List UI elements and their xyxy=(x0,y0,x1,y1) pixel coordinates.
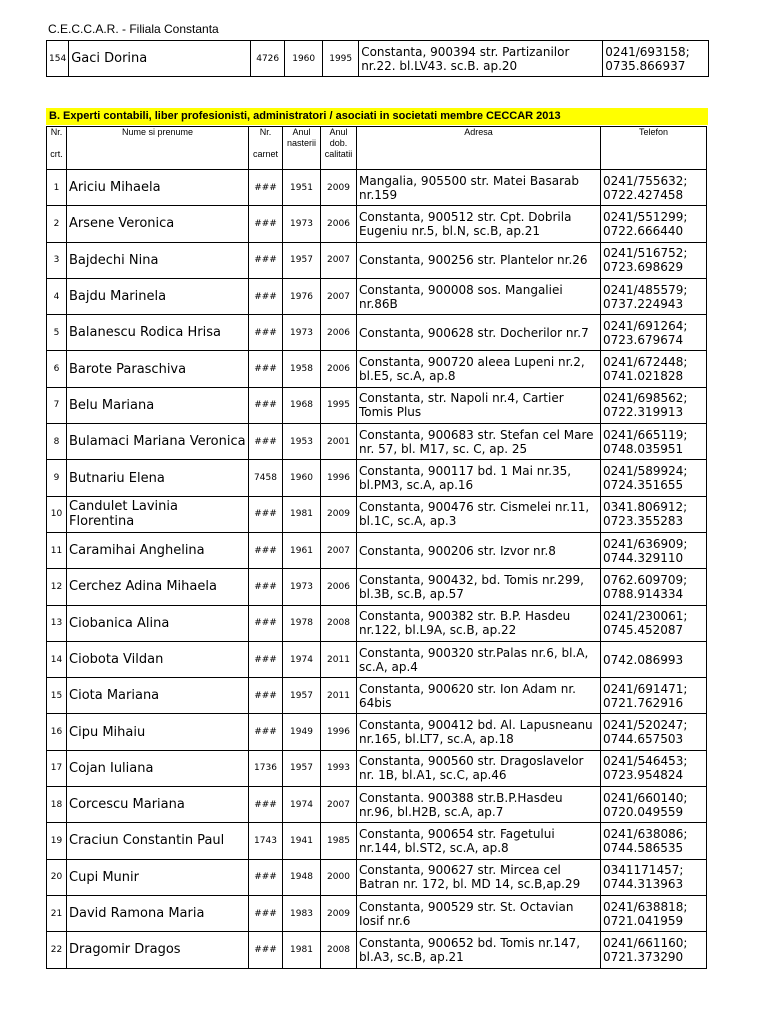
phone: 0241/589924; 0724.351655 xyxy=(601,460,707,496)
qualification-year: 1996 xyxy=(321,714,357,750)
birth-year: 1974 xyxy=(283,641,321,677)
phone: 0241/230061; 0745.452087 xyxy=(601,605,707,641)
member-name: Bajdu Marinela xyxy=(67,278,249,314)
address: Constanta, 900256 str. Plantelor nr.26 xyxy=(357,242,601,278)
member-name: Ciobota Vildan xyxy=(67,641,249,677)
birth-year: 1948 xyxy=(283,859,321,895)
row-number: 13 xyxy=(47,605,67,641)
address: Constanta, 900720 aleea Lupeni nr.2, bl.E5, sc.A, ap.8 xyxy=(357,351,601,387)
phone: 0241/636909; 0744.329110 xyxy=(601,532,707,568)
phone: 0762.609709; 0788.914334 xyxy=(601,569,707,605)
address: Constanta, 900560 str. Dragoslavelor nr. 1B, bl.A1, sc.C, ap.46 xyxy=(357,750,601,786)
address: Constanta, 900008 sos. Mangaliei nr.86B xyxy=(357,278,601,314)
phone: 0241/520247; 0744.657503 xyxy=(601,714,707,750)
table-row xyxy=(47,206,707,242)
member-name: David Ramona Maria xyxy=(67,895,249,931)
table-row xyxy=(47,932,707,968)
birth-year: 1978 xyxy=(283,605,321,641)
table-row xyxy=(47,424,707,460)
table-row xyxy=(47,605,707,641)
row-number: 3 xyxy=(47,242,67,278)
phone: 0241/551299; 0722.666440 xyxy=(601,206,707,242)
member-name: Candulet Lavinia Florentina xyxy=(67,496,249,532)
member-name: Ariciu Mihaela xyxy=(67,170,249,206)
carnet-number: ### xyxy=(249,605,283,641)
table-row xyxy=(47,278,707,314)
member-name: Cipu Mihaiu xyxy=(67,714,249,750)
phone: 0241/691471; 0721.762916 xyxy=(601,678,707,714)
qualification-year: 2009 xyxy=(321,170,357,206)
qualification-year: 1996 xyxy=(321,460,357,496)
birth-year: 1958 xyxy=(283,351,321,387)
table-row xyxy=(47,641,707,677)
qualification-year: 2007 xyxy=(321,278,357,314)
table-row xyxy=(47,41,709,77)
col-header-birth-year xyxy=(283,127,321,170)
phone: 0241/661160; 0721.373290 xyxy=(601,932,707,968)
carnet-number: ### xyxy=(249,569,283,605)
birth-year: 1951 xyxy=(283,170,321,206)
row-number: 14 xyxy=(47,641,67,677)
carnet-number: ### xyxy=(249,387,283,423)
birth-year: 1961 xyxy=(283,532,321,568)
phone: 0241/546453; 0723.954824 xyxy=(601,750,707,786)
qualification-year: 1993 xyxy=(321,750,357,786)
qualification-year: 2006 xyxy=(321,206,357,242)
phone: 0341171457; 0744.313963 xyxy=(601,859,707,895)
table-header-row xyxy=(47,127,707,170)
member-name: Caramihai Anghelina xyxy=(67,532,249,568)
birth-year: 1957 xyxy=(283,678,321,714)
carnet-number: ### xyxy=(249,932,283,968)
col-header-carnet-label: carnet xyxy=(252,149,278,159)
address: Constanta. 900388 str.B.P.Hasdeu nr.96, bl.H2B, sc.A, ap.7 xyxy=(357,787,601,823)
table-row xyxy=(47,315,707,351)
address: Constanta, 900529 str. St. Octavian Iosif nr.6 xyxy=(357,895,601,931)
members-table-body xyxy=(47,170,707,969)
address: Constanta, 900206 str. Izvor nr.8 xyxy=(357,532,601,568)
row-number: 19 xyxy=(47,823,67,859)
address: Constanta, 900628 str. Docherilor nr.7 xyxy=(357,315,601,351)
carnet-number: 1743 xyxy=(249,823,283,859)
qualification-year: 2008 xyxy=(321,605,357,641)
carnet-number: ### xyxy=(249,496,283,532)
carnet-number: ### xyxy=(249,714,283,750)
carnet-number: ### xyxy=(249,315,283,351)
address: Constanta, 900117 bd. 1 Mai nr.35, bl.PM3, sc.A, ap.16 xyxy=(357,460,601,496)
row-number: 12 xyxy=(47,569,67,605)
carnet-number: ### xyxy=(249,678,283,714)
row-number: 5 xyxy=(47,315,67,351)
carnet-number: 1736 xyxy=(249,750,283,786)
carnet-number: ### xyxy=(249,170,283,206)
birth-year: 1973 xyxy=(283,569,321,605)
address: Constanta, 900394 str. Partizanilor nr.22. bl.LV43. sc.B. ap.20 xyxy=(359,41,603,77)
qualification-year: 2009 xyxy=(321,895,357,931)
birth-year: 1973 xyxy=(283,206,321,242)
carnet-number: 7458 xyxy=(249,460,283,496)
col-header-name: Nume si prenume xyxy=(67,127,249,170)
col-header-qualification-year xyxy=(321,127,357,170)
row-number: 15 xyxy=(47,678,67,714)
row-number: 10 xyxy=(47,496,67,532)
col-header-address: Adresa xyxy=(357,127,601,170)
table-row xyxy=(47,895,707,931)
col-header-anul-dob-label: Anul dob. xyxy=(329,127,348,148)
carnet-number: ### xyxy=(249,206,283,242)
qualification-year: 1985 xyxy=(321,823,357,859)
phone: 0241/693158; 0735.866937 xyxy=(603,41,709,77)
qualification-year: 1995 xyxy=(321,387,357,423)
col-header-anul-label: Anul xyxy=(292,127,311,137)
phone: 0241/665119; 0748.035951 xyxy=(601,424,707,460)
qualification-year: 2007 xyxy=(321,787,357,823)
member-name: Bulamaci Mariana Veronica xyxy=(67,424,249,460)
carnet-number: ### xyxy=(249,351,283,387)
qualification-year: 2001 xyxy=(321,424,357,460)
member-name: Craciun Constantin Paul xyxy=(67,823,249,859)
table-row xyxy=(47,532,707,568)
table-row xyxy=(47,387,707,423)
row-number: 18 xyxy=(47,787,67,823)
row-number: 20 xyxy=(47,859,67,895)
member-name: Balanescu Rodica Hrisa xyxy=(67,315,249,351)
table-row xyxy=(47,460,707,496)
section-title: B. Experti contabili, liber profesionisti, administratori / asociati in societati membre CECCAR 2013 xyxy=(46,108,708,125)
address: Constanta, 900627 str. Mircea cel Batran nr. 172, bl. MD 14, sc.B,ap.29 xyxy=(357,859,601,895)
phone: 0341.806912; 0723.355283 xyxy=(601,496,707,532)
member-name: Barote Paraschiva xyxy=(67,351,249,387)
member-name: Corcescu Mariana xyxy=(67,787,249,823)
address: Constanta, 900654 str. Fagetului nr.144, bl.ST2, sc.A, ap.8 xyxy=(357,823,601,859)
row-number: 8 xyxy=(47,424,67,460)
table-row xyxy=(47,496,707,532)
row-number: 1 xyxy=(47,170,67,206)
birth-year: 1949 xyxy=(283,714,321,750)
row-number: 7 xyxy=(47,387,67,423)
qualification-year: 2011 xyxy=(321,641,357,677)
phone: 0241/698562; 0722.319913 xyxy=(601,387,707,423)
row-number: 4 xyxy=(47,278,67,314)
table-row xyxy=(47,569,707,605)
address: Mangalia, 905500 str. Matei Basarab nr.159 xyxy=(357,170,601,206)
birth-year: 1953 xyxy=(283,424,321,460)
carnet-number: 4726 xyxy=(251,41,285,77)
col-header-phone: Telefon xyxy=(601,127,707,170)
qualification-year: 2007 xyxy=(321,242,357,278)
birth-year: 1983 xyxy=(283,895,321,931)
table-row xyxy=(47,859,707,895)
birth-year: 1957 xyxy=(283,242,321,278)
col-header-crt-label: crt. xyxy=(50,149,63,159)
col-header-nr-label: Nr. xyxy=(50,127,63,137)
row-number: 21 xyxy=(47,895,67,931)
table-row xyxy=(47,750,707,786)
address: Constanta, 900652 bd. Tomis nr.147, bl.A3, sc.B, ap.21 xyxy=(357,932,601,968)
carnet-number: ### xyxy=(249,895,283,931)
birth-year: 1981 xyxy=(283,932,321,968)
table-row xyxy=(47,678,707,714)
birth-year: 1960 xyxy=(285,41,323,77)
phone: 0742.086993 xyxy=(601,641,707,677)
address: Constanta, 900476 str. Cismelei nr.11, bl.1C, sc.A, ap.3 xyxy=(357,496,601,532)
table-row xyxy=(47,351,707,387)
member-name: Bajdechi Nina xyxy=(67,242,249,278)
previous-page-row-table xyxy=(46,40,709,77)
phone: 0241/660140; 0720.049559 xyxy=(601,787,707,823)
address: Constanta, 900320 str.Palas nr.6, bl.A, sc.A, ap.4 xyxy=(357,641,601,677)
birth-year: 1976 xyxy=(283,278,321,314)
col-header-carnet-nr-label: Nr. xyxy=(259,127,272,137)
address: Constanta, 900620 str. Ion Adam nr. 64bis xyxy=(357,678,601,714)
members-table xyxy=(46,126,707,969)
col-header-nr xyxy=(47,127,67,170)
member-name: Ciobanica Alina xyxy=(67,605,249,641)
birth-year: 1941 xyxy=(283,823,321,859)
table-row xyxy=(47,714,707,750)
row-number: 154 xyxy=(47,41,69,77)
row-number: 11 xyxy=(47,532,67,568)
member-name: Cupi Munir xyxy=(67,859,249,895)
row-number: 2 xyxy=(47,206,67,242)
address: Constanta, 900382 str. B.P. Hasdeu nr.122, bl.L9A, sc.B, ap.22 xyxy=(357,605,601,641)
birth-year: 1957 xyxy=(283,750,321,786)
birth-year: 1960 xyxy=(283,460,321,496)
member-name: Cerchez Adina Mihaela xyxy=(67,569,249,605)
member-name: Dragomir Dragos xyxy=(67,932,249,968)
qualification-year: 2000 xyxy=(321,859,357,895)
member-name: Ciota Mariana xyxy=(67,678,249,714)
col-header-carnet xyxy=(249,127,283,170)
phone: 0241/638086; 0744.586535 xyxy=(601,823,707,859)
address: Constanta, str. Napoli nr.4, Cartier Tomis Plus xyxy=(357,387,601,423)
col-header-nasterii-label: nasterii xyxy=(286,138,316,148)
qualification-year: 2006 xyxy=(321,351,357,387)
document-header: C.E.C.C.A.R. - Filiala Constanta xyxy=(48,22,219,36)
member-name: Belu Mariana xyxy=(67,387,249,423)
table-row xyxy=(47,242,707,278)
carnet-number: ### xyxy=(249,242,283,278)
member-name: Gaci Dorina xyxy=(69,41,251,77)
table-row xyxy=(47,823,707,859)
birth-year: 1974 xyxy=(283,787,321,823)
carnet-number: ### xyxy=(249,859,283,895)
birth-year: 1968 xyxy=(283,387,321,423)
phone: 0241/485579; 0737.224943 xyxy=(601,278,707,314)
qualification-year: 2007 xyxy=(321,532,357,568)
qualification-year: 2009 xyxy=(321,496,357,532)
address: Constanta, 900412 bd. Al. Lapusneanu nr.165, bl.LT7, sc.A, ap.18 xyxy=(357,714,601,750)
birth-year: 1973 xyxy=(283,315,321,351)
address: Constanta, 900432, bd. Tomis nr.299, bl.3B, sc.B, ap.57 xyxy=(357,569,601,605)
member-name: Cojan Iuliana xyxy=(67,750,249,786)
qualification-year: 1995 xyxy=(323,41,359,77)
row-number: 16 xyxy=(47,714,67,750)
address: Constanta, 900683 str. Stefan cel Mare nr. 57, bl. M17, sc. C, ap. 25 xyxy=(357,424,601,460)
col-header-calitatii-label: calitatii xyxy=(324,149,353,159)
phone: 0241/755632; 0722.427458 xyxy=(601,170,707,206)
member-name: Arsene Veronica xyxy=(67,206,249,242)
row-number: 22 xyxy=(47,932,67,968)
phone: 0241/516752; 0723.698629 xyxy=(601,242,707,278)
row-number: 9 xyxy=(47,460,67,496)
qualification-year: 2008 xyxy=(321,932,357,968)
address: Constanta, 900512 str. Cpt. Dobrila Eugeniu nr.5, bl.N, sc.B, ap.21 xyxy=(357,206,601,242)
member-name: Butnariu Elena xyxy=(67,460,249,496)
carnet-number: ### xyxy=(249,278,283,314)
carnet-number: ### xyxy=(249,641,283,677)
phone: 0241/691264; 0723.679674 xyxy=(601,315,707,351)
phone: 0241/638818; 0721.041959 xyxy=(601,895,707,931)
table-row xyxy=(47,170,707,206)
carnet-number: ### xyxy=(249,424,283,460)
birth-year: 1981 xyxy=(283,496,321,532)
qualification-year: 2006 xyxy=(321,569,357,605)
qualification-year: 2006 xyxy=(321,315,357,351)
carnet-number: ### xyxy=(249,787,283,823)
carnet-number: ### xyxy=(249,532,283,568)
qualification-year: 2011 xyxy=(321,678,357,714)
row-number: 17 xyxy=(47,750,67,786)
phone: 0241/672448; 0741.021828 xyxy=(601,351,707,387)
table-row xyxy=(47,787,707,823)
row-number: 6 xyxy=(47,351,67,387)
